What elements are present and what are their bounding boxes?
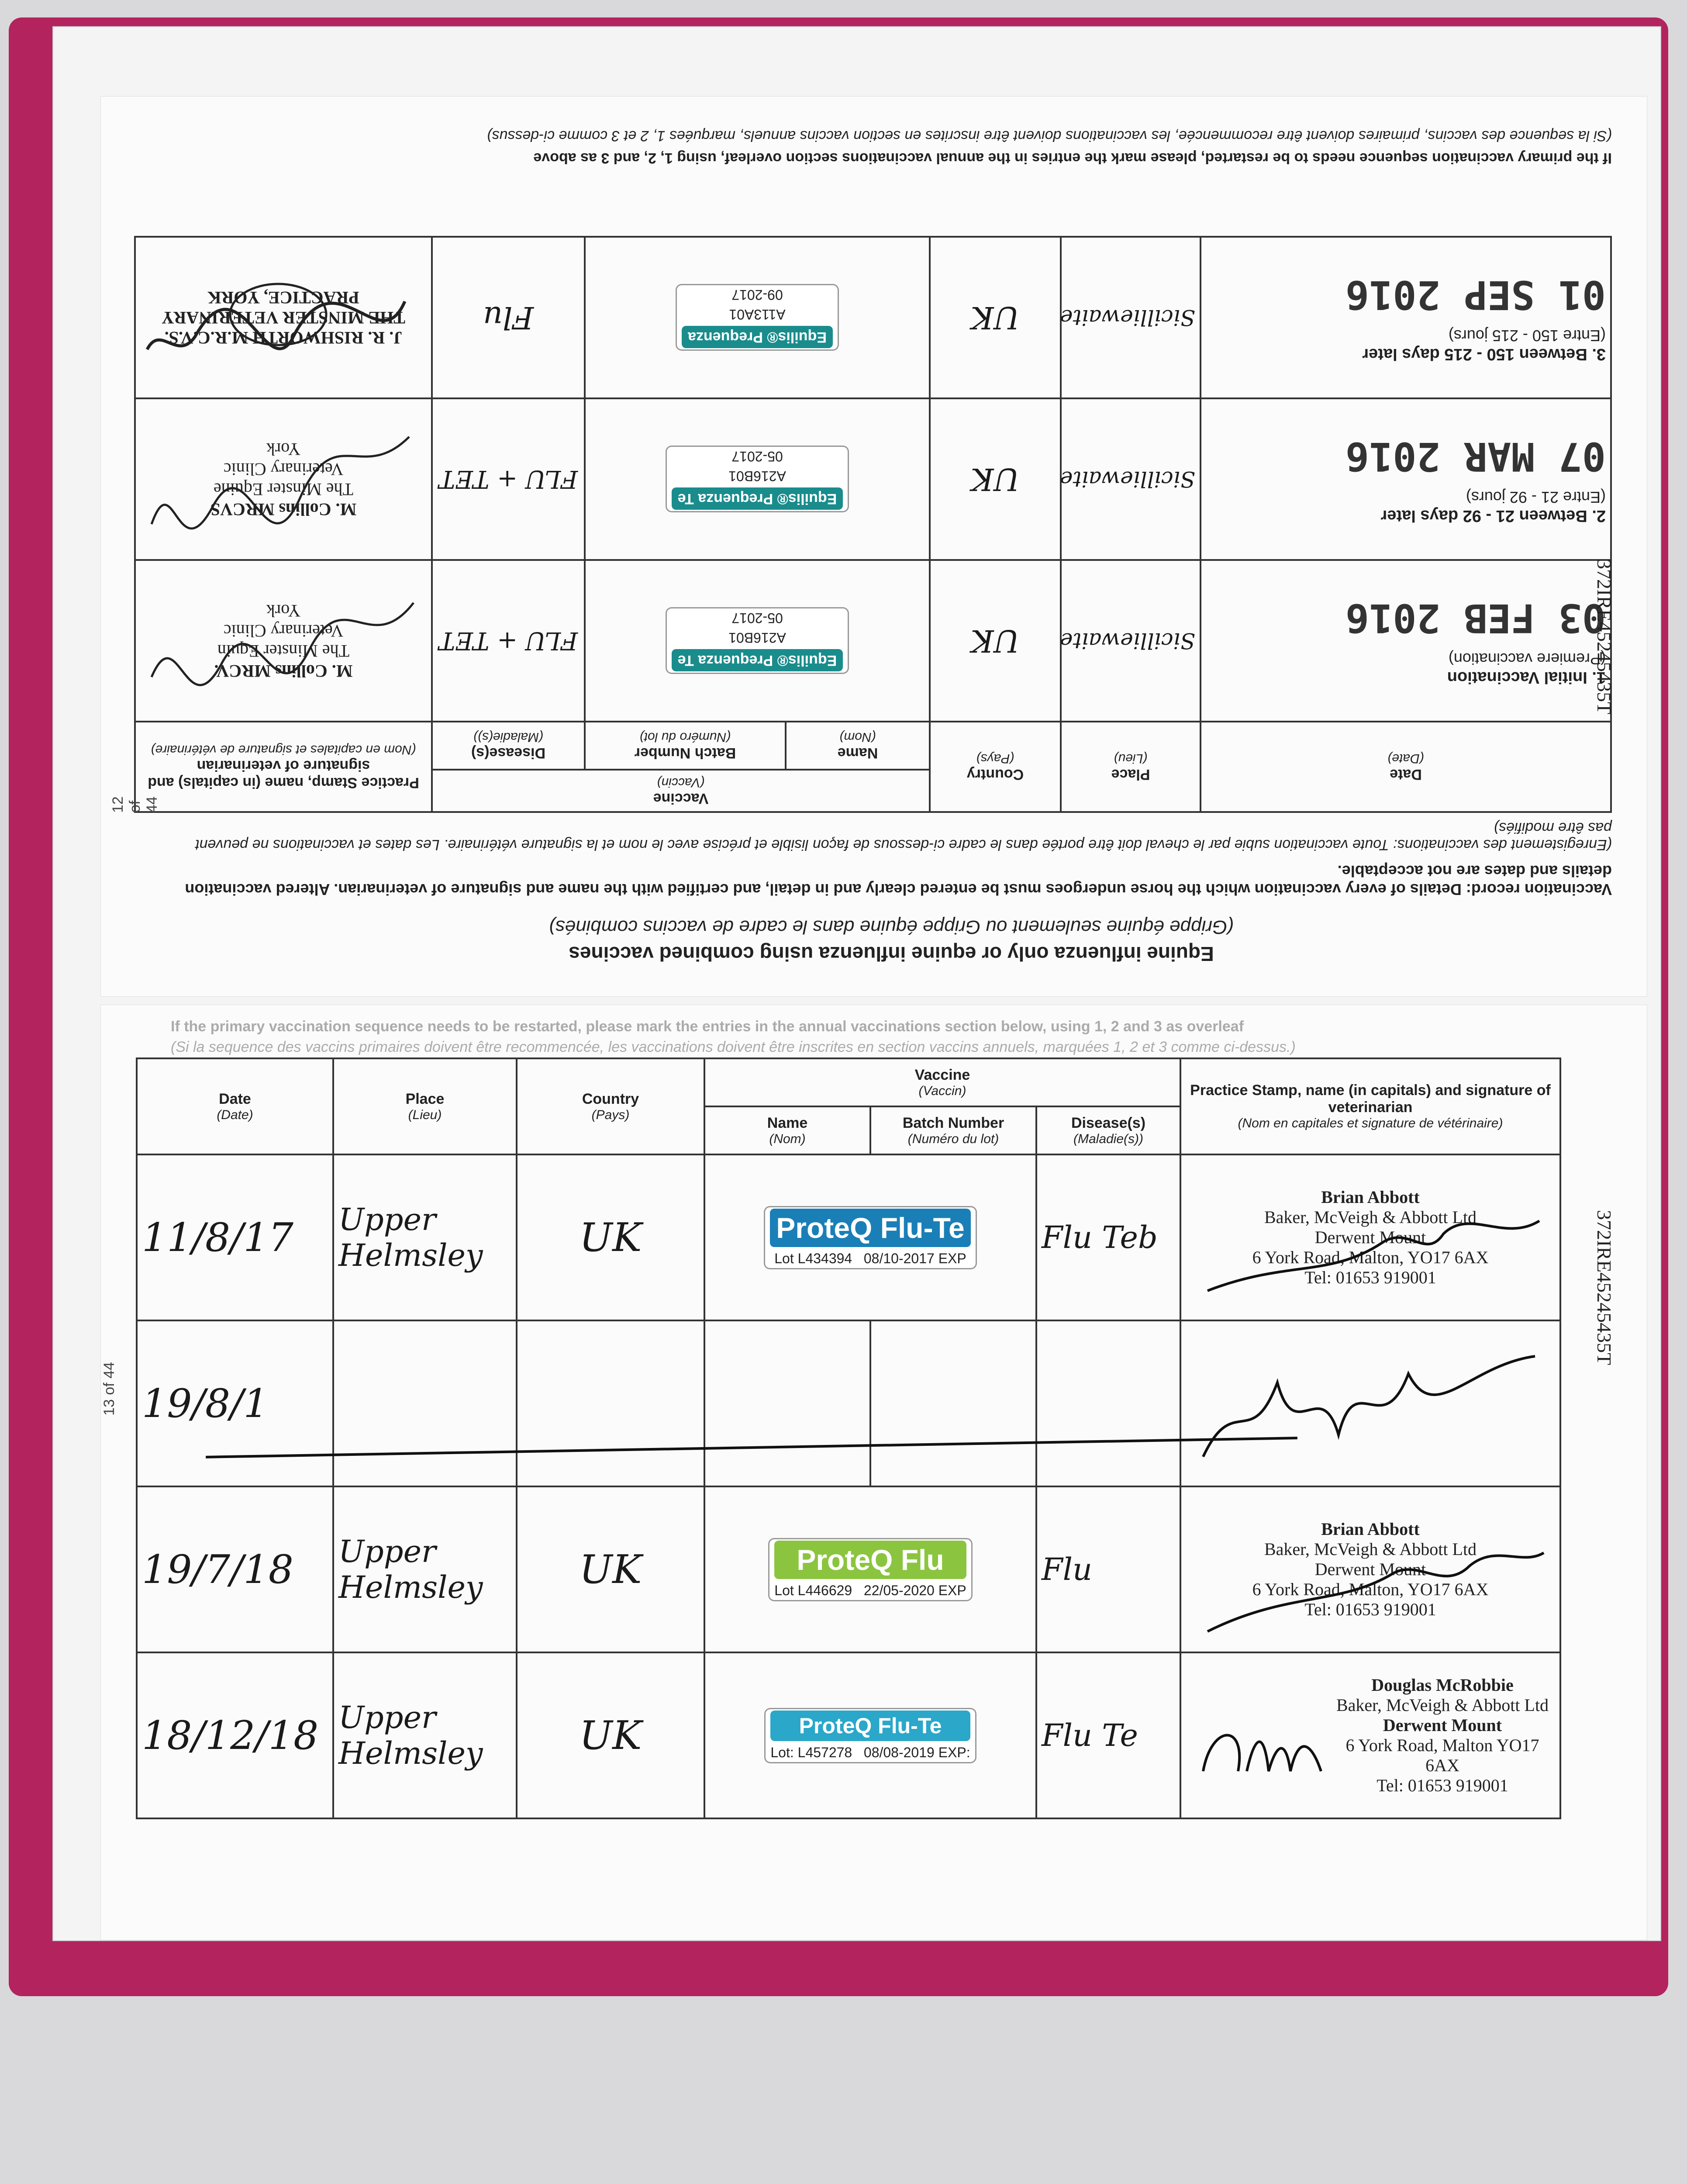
- header-name: Name (Nom): [786, 722, 930, 770]
- vaccine-sticker-cell: [704, 1486, 1036, 1652]
- vet-signature: [143, 568, 422, 712]
- vet-stamp-cell: [1180, 1652, 1560, 1818]
- table-row: [137, 1486, 1560, 1652]
- place: Upper Helmsley: [333, 1486, 517, 1652]
- date-stamp: 01 SEP 2016: [1345, 272, 1606, 318]
- vet-stamp-cell: [1180, 1320, 1560, 1486]
- row-date-cell: [1201, 560, 1611, 722]
- country: UK: [930, 237, 1061, 398]
- vaccine-sticker: [768, 1538, 972, 1601]
- diseases: FLU + TET: [432, 398, 585, 560]
- page-12-content: [101, 97, 1647, 996]
- header-diseases: Disease(s) (Maladie(s)): [432, 722, 585, 770]
- place: Sicilliewaite: [1061, 237, 1201, 398]
- vaccine-sticker-cell: [585, 237, 930, 398]
- vaccine-sticker: [764, 1206, 976, 1269]
- vet-stamp: Douglas McRobbie Baker, McVeigh & Abbott Ltd Derwent Mount 6 York Road, Malton YO17 6AX Tel: 01653 919001: [1336, 1675, 1549, 1795]
- country: UK: [517, 1486, 704, 1652]
- sticker-exp: 09-2017: [731, 287, 783, 303]
- country: UK: [517, 1154, 704, 1320]
- instruction: Vaccination record: Details of every vaccination which the horse undergoes must be entered clearly and in detail, and certified with the name and signature of veterinarian. Altered vaccination details and dates are not acceptable.: [185, 862, 1612, 898]
- sticker-brand: ProteQ Flu: [774, 1541, 966, 1579]
- table-row: [135, 560, 1611, 722]
- vet-stamp: J. R. RISHWORTH M.R.C.V.S. THE MINSTER VETERINARY PRACTICE, YORK: [162, 288, 405, 348]
- header-vaccine: Vaccine (Vaccin): [432, 770, 930, 812]
- passport-id-page-13: 372IRE45245435T: [1593, 1210, 1615, 1365]
- sticker-brand: Equilis® Prequenza Te: [672, 488, 843, 510]
- footer-note: [171, 127, 1612, 166]
- footer-note-text: If the primary vaccination sequence needs to be restarted, please mark the entries in the annual vaccinations section overleaf, using 1, 2, and 3 as above: [533, 150, 1612, 166]
- sticker-brand: Equilis® Prequenza Te: [672, 650, 843, 672]
- vet-stamp-cell: [135, 237, 432, 398]
- place: Sicilliewaite: [1061, 560, 1201, 722]
- row-label: 3. Between 150 - 215 days later (Entre 150 - 215 jours): [1362, 327, 1606, 363]
- primary-vaccination-table: [134, 236, 1612, 813]
- country: UK: [930, 398, 1061, 560]
- diseases: [1036, 1320, 1180, 1486]
- sticker-brand: ProteQ Flu-Te: [770, 1711, 970, 1741]
- page-12: [100, 96, 1647, 997]
- sticker-exp: 05-2017: [731, 610, 783, 626]
- row-date-cell: [1201, 237, 1611, 398]
- diseases: Flu: [1036, 1486, 1180, 1652]
- vaccine-sticker: [764, 1708, 976, 1763]
- vet-stamp-cell: [1180, 1154, 1560, 1320]
- date: 19/8/1: [137, 1320, 333, 1486]
- vet-signature: [1190, 1339, 1548, 1470]
- vet-signature: [1199, 1190, 1548, 1304]
- sticker-lot: Lot: L457278 08/08-2019 EXP:: [770, 1744, 970, 1760]
- diseases: Flu Te: [1036, 1652, 1180, 1818]
- vaccine-batch-empty: [870, 1320, 1036, 1486]
- date-stamp: 07 MAR 2016: [1345, 433, 1606, 479]
- vaccine-sticker-cell: [585, 398, 930, 560]
- row-date-cell: [1201, 398, 1611, 560]
- header-stamp: Practice Stamp, name (in capitals) and signature of veterinarian (Nom en capitales et signature de vétérinaire): [135, 722, 432, 812]
- place: Upper Helmsley: [333, 1154, 517, 1320]
- sticker-exp: 05-2017: [731, 449, 783, 465]
- vet-stamp-cell: [1180, 1486, 1560, 1652]
- sticker-brand: ProteQ Flu-Te: [770, 1209, 970, 1247]
- sticker-brand: Equilis® Prequenza: [682, 326, 833, 349]
- header-country: Country (Pays): [517, 1058, 704, 1154]
- page-13: [100, 1005, 1647, 1940]
- table-row: [137, 1154, 1560, 1320]
- sticker-lot: A216B01: [728, 468, 786, 484]
- header-stamp: Practice Stamp, name (in capitals) and signature of veterinarian (Nom en capitales et signature de vétérinaire): [1180, 1058, 1560, 1154]
- sticker-lot: A113A01: [729, 307, 786, 323]
- country: UK: [930, 560, 1061, 722]
- place: [333, 1320, 517, 1486]
- diseases: Flu Teb: [1036, 1154, 1180, 1320]
- table-row: [137, 1652, 1560, 1818]
- header-place: Place (Lieu): [1061, 722, 1201, 812]
- diseases: Flu: [432, 237, 585, 398]
- header-date: Date (Date): [137, 1058, 333, 1154]
- vaccine-sticker: [666, 608, 849, 674]
- table-row: [135, 398, 1611, 560]
- vet-stamp: Brian Abbott Baker, McVeigh & Abbott Ltd Derwent Mount 6 York Road, Malton, YO17 6AX Tel: 01653 919001: [1252, 1519, 1489, 1619]
- footer-note-fr: (Si la sequence des vaccins, primaires doivent être recommencée, les vaccinations doivent être inscrites en section vaccins annuels, marquées 1, 2 et 3 comme ci-dessus): [487, 128, 1612, 144]
- date: 11/8/17: [137, 1154, 333, 1320]
- header-vaccine: Vaccine (Vaccin): [704, 1058, 1180, 1106]
- instruction-fr: (Enregistement des vaccinations: Toute vaccination subie par le cheval doit être portée dans le cadre ci-dessous de façon lisible et précise avec le nom et la signature vétérinaire. Les dates et vaccinations ne peuvent pas être modifiés): [195, 819, 1612, 853]
- header-diseases: Disease(s) (Maladie(s)): [1036, 1106, 1180, 1154]
- header-name: Name (Nom): [704, 1106, 870, 1154]
- vet-signature: [143, 406, 422, 550]
- page-number: 12 of 44: [110, 796, 160, 813]
- date: 18/12/18: [137, 1652, 333, 1818]
- title: Equine influenza only or equine influenza using combined vaccines: [569, 943, 1214, 965]
- sticker-lot: Lot L446629 22/05-2020 EXP: [774, 1582, 966, 1598]
- vet-signature: [143, 245, 422, 389]
- country: [517, 1320, 704, 1486]
- place: Upper Helmsley: [333, 1652, 517, 1818]
- header-batch: Batch Number (Numéro du lot): [585, 722, 786, 770]
- vaccine-name-empty: [704, 1320, 870, 1486]
- show-through-text: If the primary vaccination sequence needs to be restarted, please mark the entries in the annual vaccinations section below, using 1, 2 and 3 as overleaf (Si la sequence des vaccins primaires doivent être recommencée, les vaccinations doivent être inscrites en section vaccins annuels, marquées 1, 2 et 3 comme ci-dessus.): [171, 1018, 1296, 1055]
- row-label: 2. Between 21 - 92 days later (Entre 21 - 92 jours): [1380, 488, 1606, 525]
- table-row: [137, 1320, 1560, 1486]
- page-number: 13 of 44: [101, 1362, 117, 1416]
- date: 19/7/18: [137, 1486, 333, 1652]
- vet-signature: [1194, 1706, 1325, 1784]
- passport-id-page-12: 372IRE45245435T: [1593, 559, 1615, 715]
- title-fr: (Grippe équine seulement ou Grippe équine dans le cadre de vaccins combinés): [549, 916, 1234, 938]
- header-batch: Batch Number (Numéro du lot): [870, 1106, 1036, 1154]
- diseases: FLU + TET: [432, 560, 585, 722]
- table-row: [135, 237, 1611, 398]
- header-date: Date (Date): [1201, 722, 1611, 812]
- vaccine-sticker-cell: [704, 1154, 1036, 1320]
- row-label: 1. Initial Vaccination (Premiere vaccination): [1447, 650, 1606, 687]
- vet-stamp: M. Collins MRCVS The Minster Equine Veterinary Clinic York: [210, 439, 357, 519]
- annual-vaccination-table: [136, 1057, 1561, 1819]
- sticker-lot: Lot L434394 08/10-2017 EXP: [774, 1250, 966, 1266]
- place: Sicilliewaite: [1061, 398, 1201, 560]
- vet-signature: [1199, 1527, 1548, 1640]
- vaccine-sticker: [676, 284, 839, 351]
- vet-stamp-cell: [135, 560, 432, 722]
- date-stamp: 03 FEB 2016: [1345, 595, 1606, 641]
- header-country: Country (Pays): [930, 722, 1061, 812]
- country: UK: [517, 1652, 704, 1818]
- vaccine-sticker-cell: [585, 560, 930, 722]
- sticker-lot: A216B01: [728, 630, 786, 646]
- vaccine-sticker: [666, 446, 849, 513]
- vet-stamp-cell: [135, 398, 432, 560]
- section-title: [171, 819, 1612, 966]
- vet-stamp: Brian Abbott Baker, McVeigh & Abbott Ltd Derwent Mount 6 York Road, Malton, YO17 6AX Tel: 01653 919001: [1252, 1187, 1489, 1287]
- header-place: Place (Lieu): [333, 1058, 517, 1154]
- vet-stamp: M. Collins MRCV. The Minster Equin Veterinary Clinic York: [214, 601, 353, 681]
- vaccine-sticker-cell: [704, 1652, 1036, 1818]
